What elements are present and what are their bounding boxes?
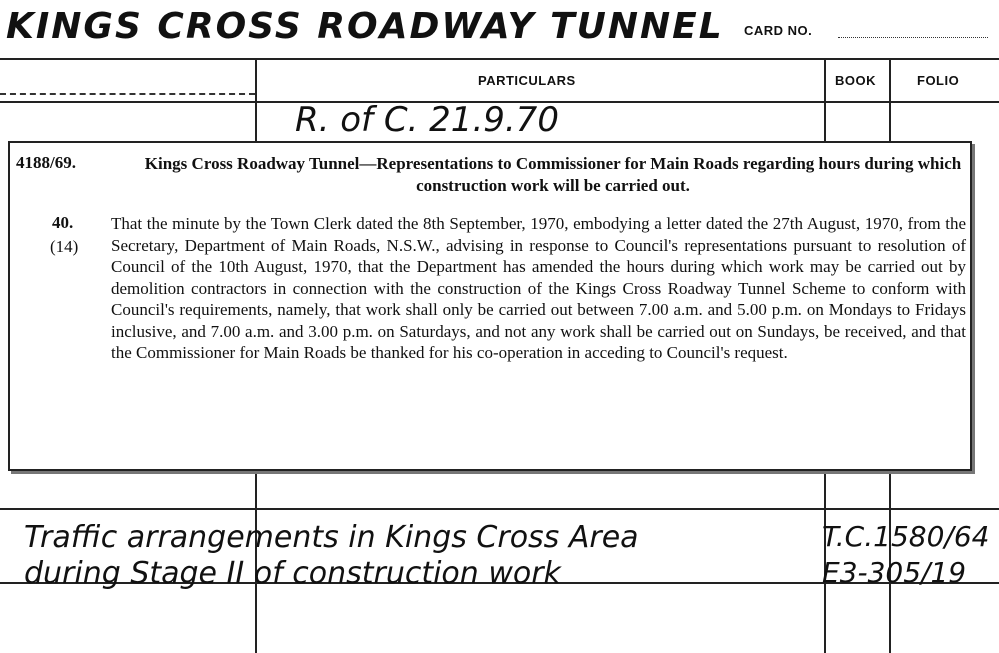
handwritten-line-2: during Stage II of construction work (24, 556, 561, 591)
pasted-clipping (8, 141, 972, 471)
card-no-label: CARD NO. (744, 23, 813, 38)
header-folio: FOLIO (917, 73, 960, 88)
reference-entry: R. of C. 21.9.70 (295, 100, 559, 140)
rule-bottom-1 (0, 508, 999, 510)
handwritten-line-1: Traffic arrangements in Kings Cross Area (24, 520, 639, 555)
handwritten-folio-ref: E3-305/19 (822, 556, 967, 589)
clipping-body: That the minute by the Town Clerk dated the 8th September, 1970, embodying a letter dated the 27th August, 1970, from the Secretary, Department of Main Roads, N.S.W., advising in response to Council's representations pursuant to resolution of Council of the 10th August, 1970, that the Department has amended the hours during which work may be carried out by demolition contractors in connection with the construction of the Kings Cross Roadway Tunnel Scheme to conform with Council's requirements, namely, that work shall only be carried out between 7.00 a.m. and 5.00 p.m. on Mondays to Fridays inclusive, and 7.00 a.m. and 3.00 p.m. on Saturdays, and not any work shall be carried out on Sundays, be received, and that the Commissioner for Main Roads be thanked for his co-operation in acceding to Council's request. (111, 214, 966, 362)
card-no-line (838, 37, 988, 38)
card-title: KINGS CROSS ROADWAY TUNNEL (6, 6, 724, 47)
clipping-item-number: 40. (52, 213, 74, 232)
clipping-item-sub: (14) (50, 237, 79, 256)
header-particulars: PARTICULARS (478, 73, 576, 88)
handwritten-book-ref: T.C.1580/64 (822, 520, 990, 553)
header-book: BOOK (835, 73, 876, 88)
clipping-heading: Kings Cross Roadway Tunnel—Representations to Commissioner for Main Roads regarding hours during which construction work will be carried out. (144, 154, 962, 195)
clipping-ref: 4188/69. (16, 153, 76, 172)
rule-top (0, 58, 999, 60)
rule-dashed (0, 93, 255, 95)
